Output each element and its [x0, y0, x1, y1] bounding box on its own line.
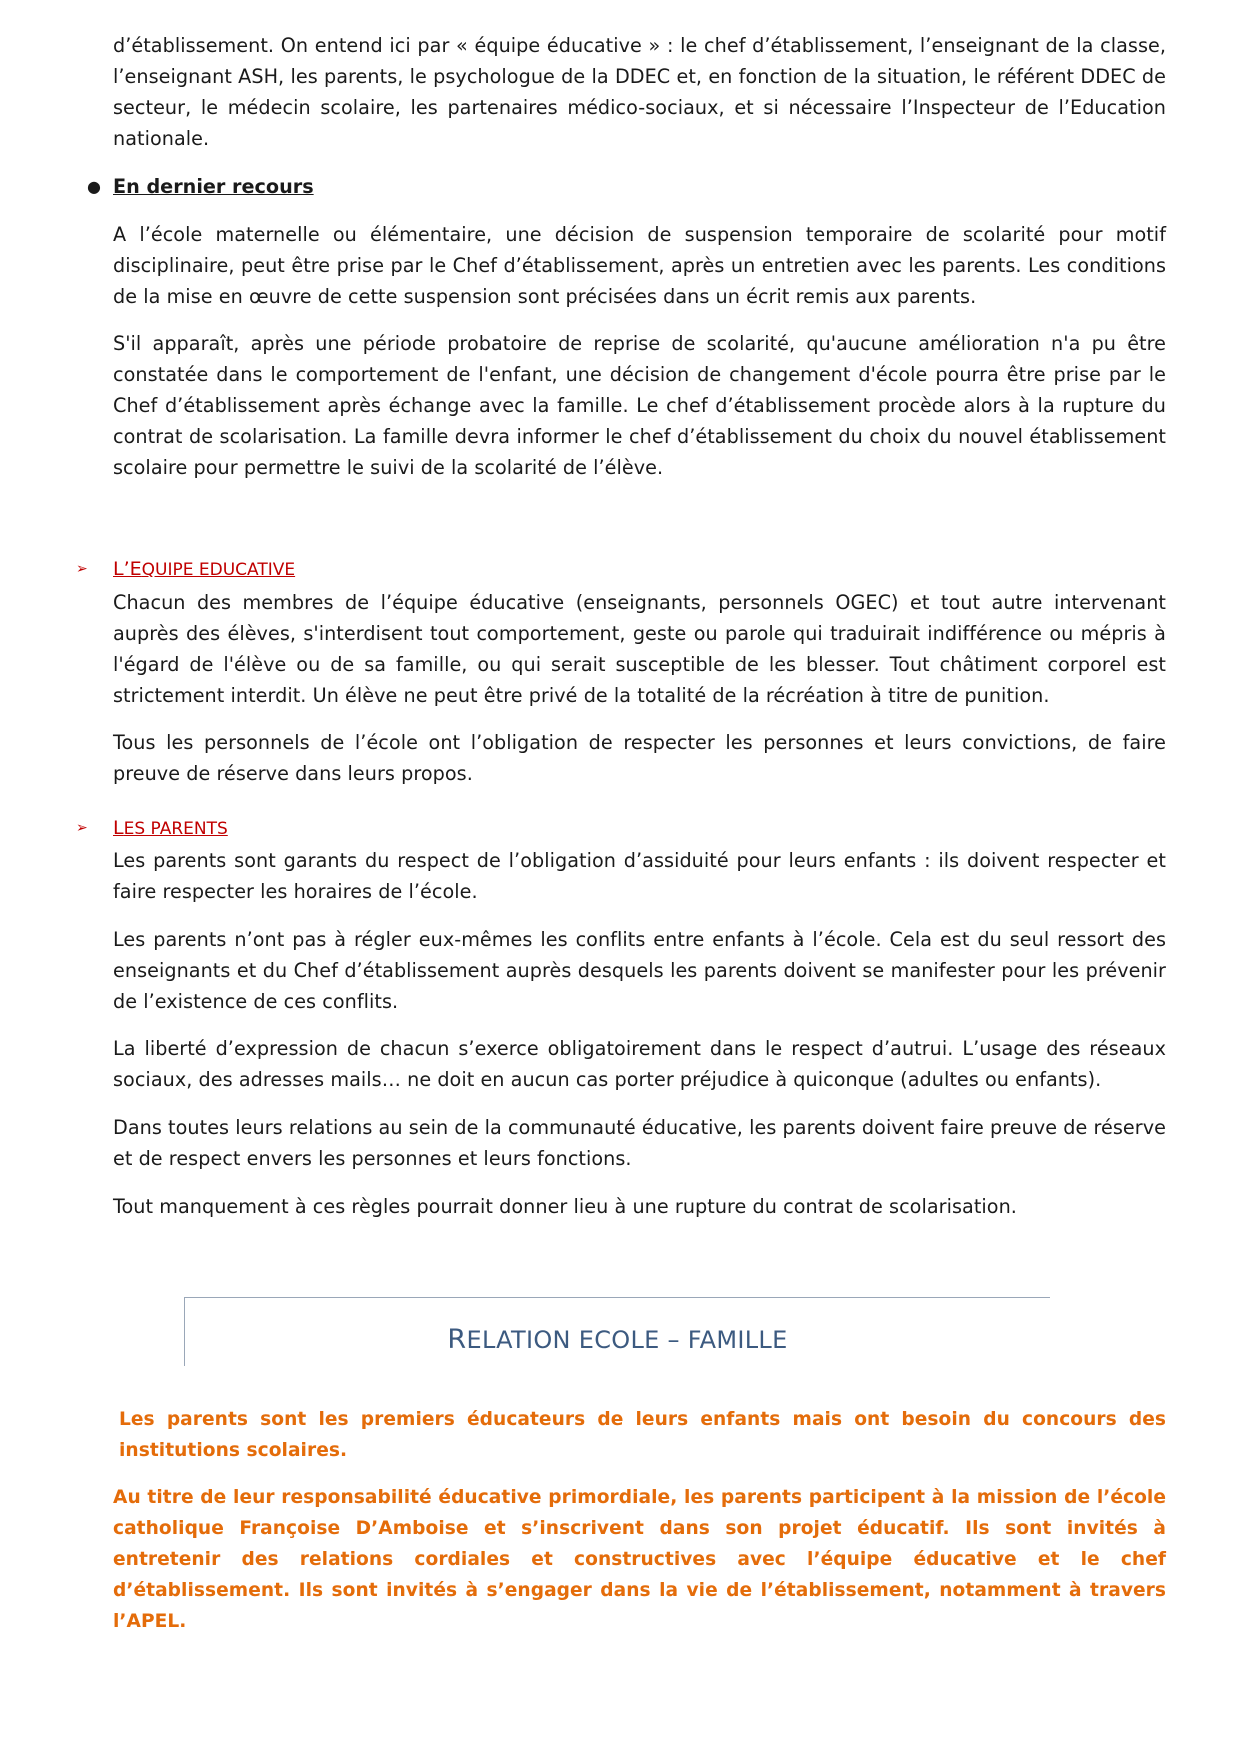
- dernier-recours-p1-block: [113, 219, 1166, 312]
- equipe-paragraph-1: Chacun des membres de l’équipe éducative (enseignants, personnels OGEC) et tout autre intervenant auprès des élèves, s'interdisent tout comportement, geste ou parole qui traduirait indifférence ou mépris à l'égard de l'élève ou de sa famille, ou qui serait susceptible de les blesser. Tout châtiment corporel est strictement interdit. Un élève ne peut être privé de la totalité de la récréation à titre de punition.: [113, 591, 1166, 707]
- dernier-recours-p2-block: [113, 328, 1166, 483]
- equipe-p1-block: [113, 587, 1166, 711]
- parents-p1-block: [113, 845, 1166, 907]
- dernier-recours-heading: En dernier recours: [113, 175, 314, 198]
- parents-p5-block: [113, 1191, 1166, 1222]
- parents-p2-block: [113, 924, 1166, 1017]
- relation-title: RELATION ECOLE – FAMILLE: [447, 1324, 788, 1355]
- parents-paragraph-1: Les parents sont garants du respect de l’obligation d’assiduité pour leurs enfants : ils doivent respecter et faire respecter les horaires de l’école.: [113, 849, 1166, 903]
- relation-p1-block: [119, 1404, 1166, 1466]
- dernier-recours-paragraph-2: S'il apparaît, après une période probatoire de reprise de scolarité, qu'aucune amélioration n'a pu être constatée dans le comportement de l'enfant, une décision de changement d'école pourra être prise par le Chef d’établissement après échange avec la famille. Le chef d’établissement procède alors à la rupture du contrat de scolarisation. La famille devra informer le chef d’établissement du choix du nouvel établissement scolaire pour permettre le suivi de la scolarité de l’élève.: [113, 332, 1166, 479]
- parents-paragraph-5: Tout manquement à ces règles pourrait donner lieu à une rupture du contrat de scolarisation.: [113, 1195, 1017, 1218]
- parents-p3-block: [113, 1033, 1166, 1095]
- intro-section: [113, 30, 1166, 154]
- relation-title-box: [184, 1297, 1050, 1366]
- relation-paragraph-1: Les parents sont les premiers éducateurs de leurs enfants mais ont besoin du concours des institutions scolaires.: [119, 1409, 1166, 1461]
- arrow-bullet-icon: ➢: [76, 820, 88, 836]
- bullet-dot-icon: ●: [87, 177, 101, 196]
- intro-paragraph: d’établissement. On entend ici par « équipe éducative » : le chef d’établissement, l’enseignant de la classe, l’enseignant ASH, les parents, le psychologue de la DDEC et, en fonction de la situation, le référent DDEC de secteur, le médecin scolaire, les partenaires médico-sociaux, et si nécessaire l’Inspecteur de l’Education nationale.: [113, 34, 1166, 150]
- dernier-recours-heading-line: [87, 171, 314, 202]
- relation-p2-block: [113, 1482, 1166, 1637]
- parents-p4-block: [113, 1112, 1166, 1174]
- equipe-paragraph-2: Tous les personnels de l’école ont l’obligation de respecter les personnes et leurs convictions, de faire preuve de réserve dans leurs propos.: [113, 731, 1166, 785]
- relation-paragraph-2: Au titre de leur responsabilité éducative primordiale, les parents participent à la mission de l’école catholique Françoise D’Amboise et s’inscrivent dans son projet éducatif. Ils sont invités à entretenir des relations cordiales et constructives avec l’équipe éducative et le chef d’établissement. Ils sont invités à s’engager dans la vie de l’établissement, notamment à travers l’APEL.: [113, 1487, 1166, 1632]
- parents-heading: LES PARENTS: [113, 817, 228, 839]
- dernier-recours-paragraph-1: A l’école maternelle ou élémentaire, une décision de suspension temporaire de scolarité pour motif disciplinaire, peut être prise par le Chef d’établissement, après un entretien avec les parents. Les conditions de la mise en œuvre de cette suspension sont précisées dans un écrit remis aux parents.: [113, 223, 1166, 308]
- parents-paragraph-4: Dans toutes leurs relations au sein de la communauté éducative, les parents doivent faire preuve de réserve et de respect envers les personnes et leurs fonctions.: [113, 1116, 1166, 1170]
- parents-paragraph-3: La liberté d’expression de chacun s’exerce obligatoirement dans le respect d’autrui. L’usage des réseaux sociaux, des adresses mails… ne doit en aucun cas porter préjudice à quiconque (adultes ou enfants).: [113, 1037, 1166, 1091]
- parents-paragraph-2: Les parents n’ont pas à régler eux-mêmes les conflits entre enfants à l’école. Cela est du seul ressort des enseignants et du Chef d’établissement auprès desquels les parents doivent se manifester pour les prévenir de l’existence de ces conflits.: [113, 928, 1166, 1013]
- equipe-p2-block: [113, 727, 1166, 789]
- arrow-bullet-icon: ➢: [76, 561, 88, 577]
- equipe-heading: L’EQUIPE EDUCATIVE: [113, 558, 296, 580]
